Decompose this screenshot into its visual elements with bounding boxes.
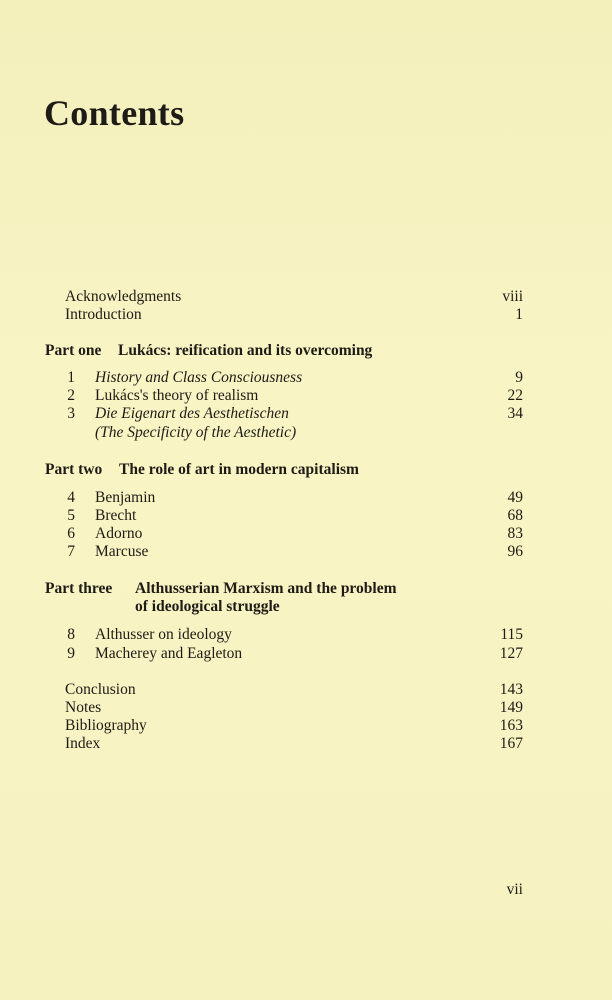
part-heading-three [45, 579, 585, 599]
part-title: Lukács: reification and its overcoming [118, 342, 373, 359]
chapter-number: 2 [67, 387, 75, 404]
toc-entry-chapter-9 [0, 645, 612, 663]
toc-entry-chapter-3 [0, 405, 612, 423]
toc-entry-chapter-8 [0, 626, 612, 644]
part-title: Althusserian Marxism and the problem [135, 580, 397, 597]
entry-page-number: 149 [499, 699, 523, 716]
entry-title: Marcuse [95, 543, 149, 560]
entry-page-number: 1 [515, 306, 523, 323]
toc-entry-chapter-6 [0, 525, 612, 543]
entry-title: Benjamin [95, 489, 156, 506]
entry-page-number: 167 [499, 735, 523, 752]
entry-title: Index [65, 735, 101, 752]
part-number: Part one [45, 342, 102, 359]
part-heading-one [45, 341, 585, 361]
page-number-folio: vii [506, 881, 523, 898]
entry-title: Introduction [65, 306, 142, 323]
toc-entry-index [0, 735, 612, 753]
chapter-number: 5 [67, 507, 75, 524]
part-number: Part two [45, 461, 103, 478]
part-heading-two [45, 460, 585, 480]
entry-title: Althusser on ideology [95, 626, 232, 643]
entry-title: History and Class Consciousness [95, 369, 303, 386]
chapter-number: 9 [67, 645, 75, 662]
entry-title: Lukács's theory of realism [95, 387, 259, 404]
entry-title: Notes [65, 699, 102, 716]
entry-page-number: 34 [507, 405, 523, 422]
entry-page-number: 9 [515, 369, 523, 386]
toc-entry-chapter-3-subtitle [0, 424, 612, 442]
chapter-number: 3 [67, 405, 75, 422]
entry-title: Adorno [95, 525, 143, 542]
entry-page-number: 96 [507, 543, 523, 560]
toc-entry-notes [0, 699, 612, 717]
chapter-number: 1 [67, 369, 75, 386]
toc-entry-conclusion [0, 681, 612, 699]
entry-page-number: 127 [499, 645, 523, 662]
entry-title: Acknowledgments [65, 288, 182, 305]
toc-entry-chapter-2 [0, 387, 612, 405]
entry-page-number: 83 [507, 525, 523, 542]
chapter-number: 6 [67, 525, 75, 542]
entry-title: Brecht [95, 507, 137, 524]
page-title: Contents [44, 93, 185, 133]
toc-entry-chapter-4 [0, 489, 612, 507]
entry-title: Macherey and Eagleton [95, 645, 243, 662]
chapter-number: 8 [67, 626, 75, 643]
entry-page-number: 49 [507, 489, 523, 506]
entry-title: Bibliography [65, 717, 147, 734]
entry-page-number: 163 [499, 717, 523, 734]
part-title: The role of art in modern capitalism [119, 461, 359, 478]
entry-page-number: 115 [500, 626, 523, 643]
toc-entry-introduction [0, 306, 612, 324]
entry-page-number: 143 [499, 681, 523, 698]
entry-page-number: 68 [507, 507, 523, 524]
toc-entry-chapter-7 [0, 543, 612, 561]
toc-entry-chapter-5 [0, 507, 612, 525]
chapter-number: 4 [67, 489, 75, 506]
entry-title: Die Eigenart des Aesthetischen [95, 405, 289, 422]
part-number: Part three [45, 580, 113, 597]
entry-subtitle: (The Specificity of the Aesthetic) [95, 424, 297, 441]
toc-entry-chapter-1 [0, 369, 612, 387]
part-heading-three-continued [45, 597, 585, 617]
toc-entry-bibliography [0, 717, 612, 735]
entry-page-number: 22 [507, 387, 523, 404]
chapter-number: 7 [67, 543, 75, 560]
toc-entry-acknowledgments [0, 288, 612, 306]
entry-page-number: viii [502, 288, 523, 305]
part-title-line-2: of ideological struggle [135, 598, 280, 615]
entry-title: Conclusion [65, 681, 136, 698]
